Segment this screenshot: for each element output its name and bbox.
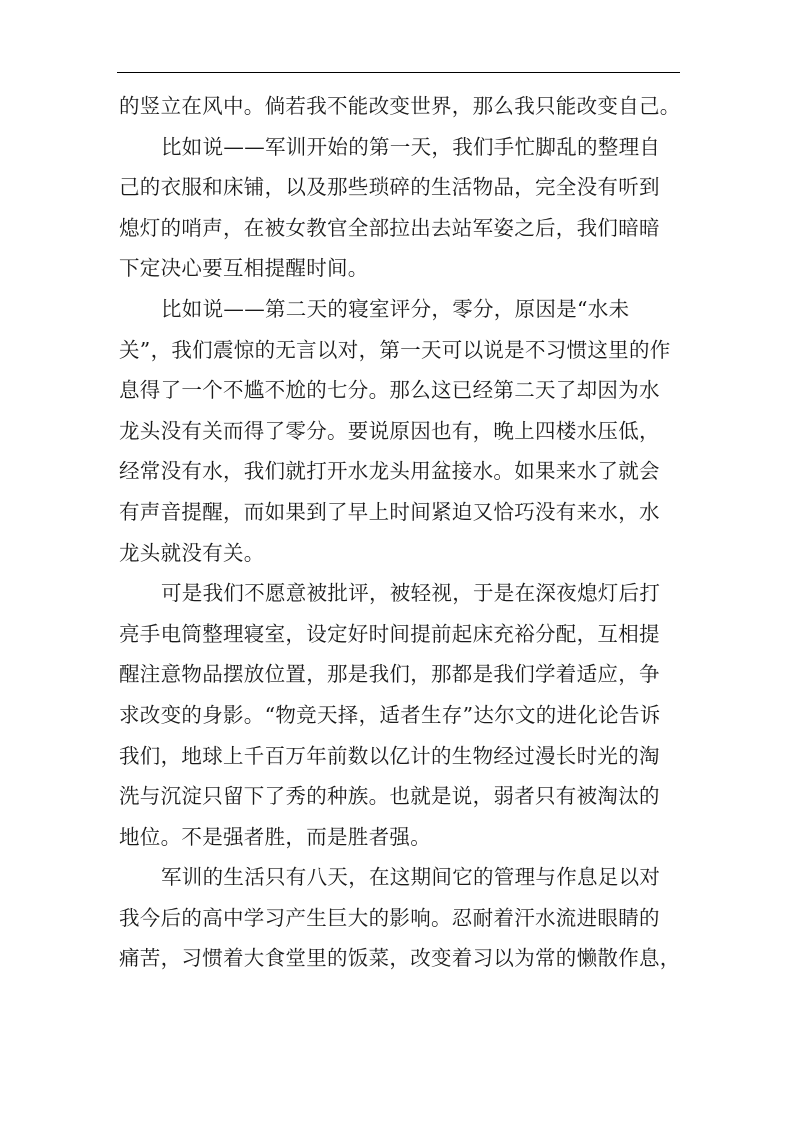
text-line: 军训的生活只有八天，在这期间它的管理与作息足以对 [161,865,661,890]
text-line: 可是我们不愿意被批评，被轻视，于是在深夜熄灯后打 [161,581,661,606]
text-line: 醒注意物品摆放位置，那是我们，那都是我们学着适应，争 [119,662,660,687]
text-line: 有声音提醒，而如果到了早上时间紧迫又恰巧没有来水，水 [119,499,660,524]
text-line: 龙头没有关而得了零分。要说原因也有，晚上四楼水压低， [119,418,660,443]
text-line: 下定决心要互相提醒时间。 [119,256,369,281]
text-line: 息得了一个不尴不尬的七分。那么这已经第二天了却因为水 [119,378,660,403]
document-body [119,86,679,979]
text-line: 的竖立在风中。倘若我不能改变世界，那么我只能改变自己。 [119,94,681,118]
text-line: 比如说——第二天的寝室评分，零分，原因是“水未 [161,296,630,321]
text-line: 亮手电筒整理寝室，设定好时间提前起床充裕分配，互相提 [119,621,660,646]
text-line: 关”，我们震惊的无言以对，第一天可以说是不习惯这里的作 [119,337,671,362]
text-line: 求改变的身影。“物竞天择，适者生存”达尔文的进化论告诉 [119,702,661,727]
text-line: 比如说——军训开始的第一天，我们手忙脚乱的整理自 [161,134,661,159]
text-line: 洗与沉淀只留下了秀的种族。也就是说，弱者只有被淘汰的 [119,784,660,809]
text-line: 地位。不是强者胜，而是胜者强。 [119,824,431,849]
text-line: 我今后的高中学习产生巨大的影响。忍耐着汗水流进眼睛的 [119,905,660,930]
text-line: 己的衣服和床铺，以及那些琐碎的生活物品，完全没有听到 [119,175,660,200]
text-line: 龙头就没有关。 [119,540,265,565]
header-rule [117,72,680,73]
text-line: 熄灯的哨声，在被女教官全部拉出去站军姿之后，我们暗暗 [119,215,660,240]
text-line: 痛苦，习惯着大食堂里的饭菜，改变着习以为常的懒散作息， [119,946,681,971]
text-line: 经常没有水，我们就打开水龙头用盆接水。如果来水了就会 [119,459,660,484]
text-line: 我们，地球上千百万年前数以亿计的生物经过漫长时光的淘 [119,743,660,768]
